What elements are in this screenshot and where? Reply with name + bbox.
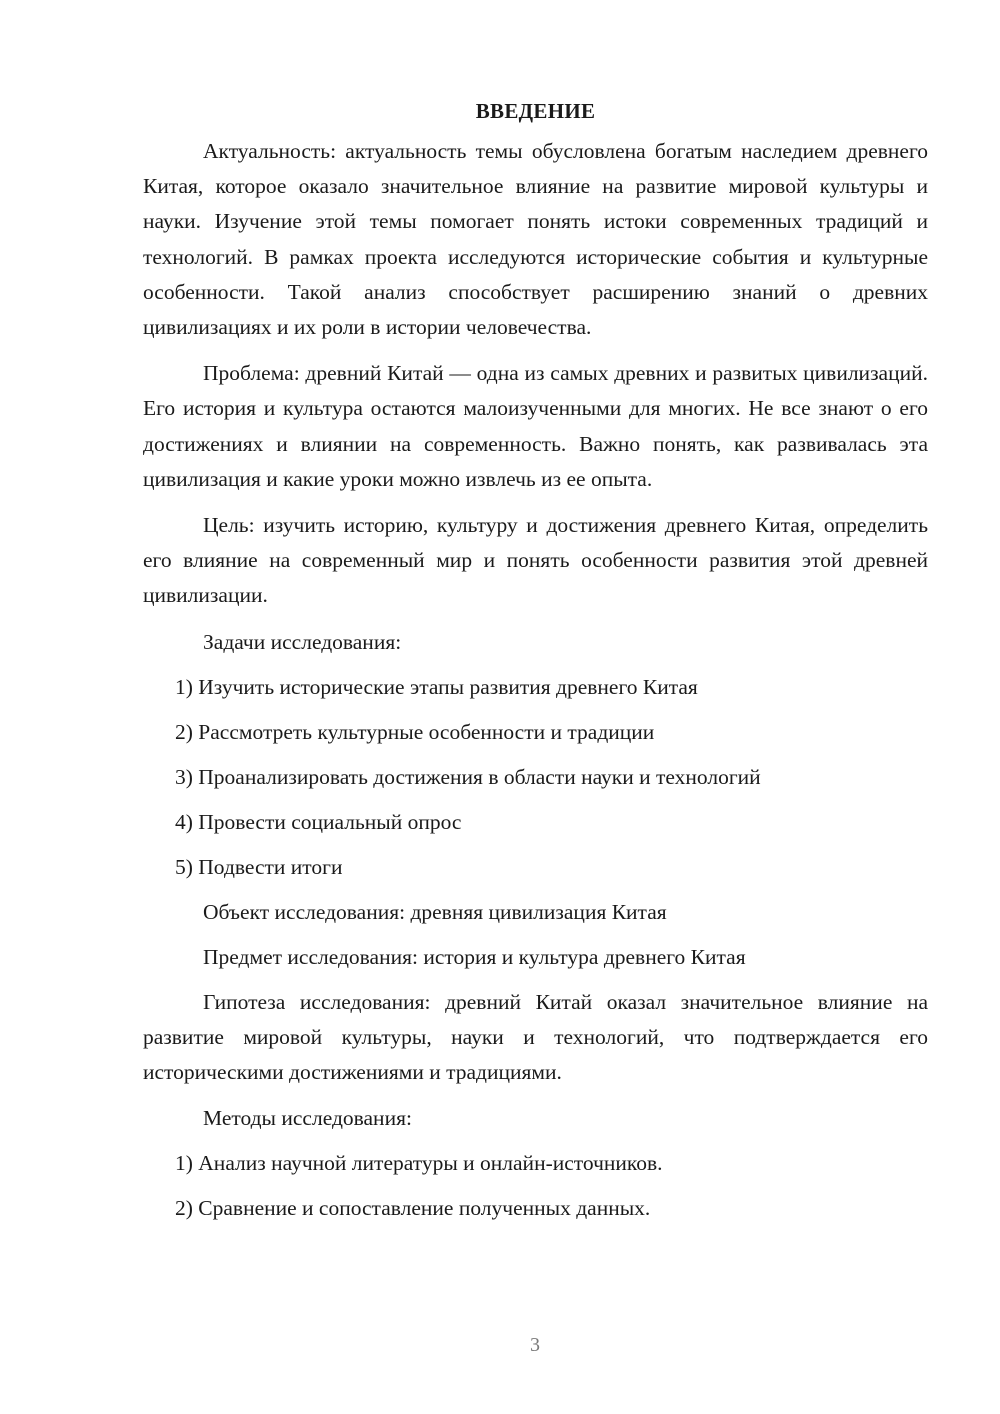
list-item: 1) Анализ научной литературы и онлайн-источников. (175, 1151, 663, 1176)
hypothesis-paragraph: Гипотеза исследования: древний Китай оказал значительное влияние на развитие мировой культуры, науки и технологий, что подтверждается его историческими достижениями и традициями. (143, 989, 928, 1085)
list-item: 4) Провести социальный опрос (175, 809, 462, 834)
relevance-paragraph: Актуальность: актуальность темы обусловлена богатым наследием древнего Китая, которое оказало значительное влияние на развитие мировой культуры и науки. Изучение этой темы помогает понять истоки современных традиций и технологий. В рамках проекта исследуются исторические события и культурные особенности. Такой анализ способствует расширению знаний о древних цивилизациях и их роли в истории человечества. (143, 139, 928, 340)
methods-heading: Методы исследования: (203, 1106, 412, 1131)
goal-paragraph: Цель: изучить историю, культуру и достижения древнего Китая, определить его влияние на современный мир и понять особенности развития этой древней цивилизации. (143, 513, 928, 608)
list-item: 3) Проанализировать достижения в области науки и технологий (175, 764, 761, 789)
page-number: 3 (530, 1334, 540, 1356)
list-item: 2) Рассмотреть культурные особенности и традиции (175, 719, 655, 744)
list-item: 2) Сравнение и сопоставление полученных данных. (175, 1196, 651, 1221)
object-line: Объект исследования: древняя цивилизация Китая (203, 899, 667, 924)
subject-line: Предмет исследования: история и культура древнего Китая (203, 944, 746, 969)
page-title: ВВЕДЕНИЕ (475, 99, 596, 123)
list-item: 5) Подвести итоги (175, 854, 343, 879)
list-item: 1) Изучить исторические этапы развития древнего Китая (175, 674, 698, 699)
tasks-list (143, 670, 928, 885)
document-page (143, 92, 928, 1236)
problem-paragraph: Проблема: древний Китай — одна из самых древних и развитых цивилизаций. Его история и культура остаются малоизученными для многих. Не все знают о его достижениях и влиянии на современность. Важно понять, как развивалась эта цивилизация и какие уроки можно извлечь из ее опыта. (143, 361, 928, 491)
methods-list (143, 1146, 928, 1226)
tasks-heading: Задачи исследования: (203, 629, 402, 654)
